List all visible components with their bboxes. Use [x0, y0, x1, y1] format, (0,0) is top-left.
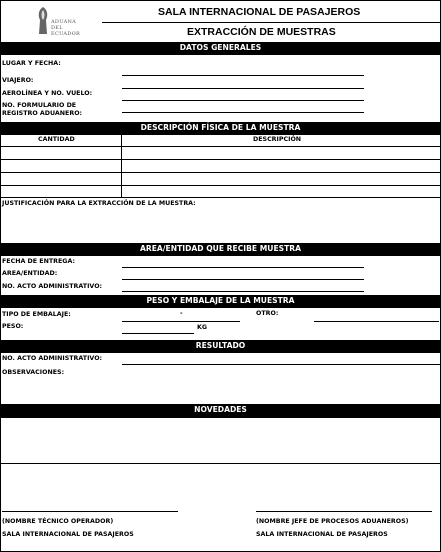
peso-field[interactable] — [122, 333, 194, 334]
signature-line-left[interactable] — [2, 511, 178, 512]
table-rule — [0, 159, 440, 160]
page-title: SALA INTERNACIONAL DE PASAJEROS — [158, 6, 361, 18]
tipo-embalaje-dash: - — [180, 310, 183, 317]
firma-jefe-name: (NOMBRE JEFE DE PROCESOS ADUANEROS) — [256, 518, 409, 525]
formulario-label-line1: NO. FORMULARIO DE — [2, 102, 77, 109]
tipo-embalaje-label: TIPO DE EMBALAJE: — [2, 311, 71, 318]
firma-operador-org: SALA INTERNACIONAL DE PASAJEROS — [2, 531, 134, 538]
otro-field[interactable] — [314, 321, 439, 322]
section-header-novedades: NOVEDADES — [1, 404, 440, 418]
table-rule — [0, 185, 440, 186]
logo-text: ADUANA DEL ECUADOR — [51, 19, 81, 37]
table-rule — [0, 197, 440, 198]
section-header-resultado: RESULTADO — [1, 340, 440, 353]
col-cantidad: CANTIDAD — [38, 136, 75, 143]
viajero-field[interactable] — [122, 88, 364, 89]
justificacion-label: JUSTIFICACIÓN PARA LA EXTRACCIÓN DE LA MUESTRA: — [2, 200, 196, 207]
acto-administrativo-label: NO. ACTO ADMINISTRATIVO: — [2, 283, 103, 290]
acto-administrativo-field[interactable] — [122, 291, 364, 292]
fecha-entrega-field[interactable] — [122, 267, 364, 268]
aerolinea-field[interactable] — [122, 100, 364, 101]
area-entidad-label: AREA/ENTIDAD: — [2, 270, 58, 277]
formulario-label-line2: REGISTRO ADUANERO: — [2, 110, 83, 117]
signature-line-right[interactable] — [256, 511, 432, 512]
table-column-divider — [121, 135, 122, 197]
fecha-entrega-label: FECHA DE ENTREGA: — [2, 258, 75, 265]
area-entidad-field[interactable] — [122, 279, 364, 280]
divider — [102, 22, 440, 23]
section-header-datos-generales: DATOS GENERALES — [1, 42, 440, 55]
peso-label: PESO: — [2, 323, 24, 330]
tipo-embalaje-field[interactable] — [122, 321, 240, 322]
viajero-label: VIAJERO: — [2, 77, 34, 84]
page-subtitle: EXTRACCIÓN DE MUESTRAS — [187, 26, 336, 38]
observaciones-label: OBSERVACIONES: — [2, 369, 65, 376]
firma-jefe-org: SALA INTERNACIONAL DE PASAJEROS — [256, 531, 388, 538]
logo — [36, 6, 92, 38]
novedades-rule — [0, 463, 440, 464]
aerolinea-label: AEROLÍNEA Y NO. VUELO: — [2, 90, 93, 97]
lugar-fecha-label: LUGAR Y FECHA: — [2, 60, 61, 67]
section-header-descripcion: DESCRIPCIÓN FÍSICA DE LA MUESTRA — [1, 122, 440, 135]
table-rule — [0, 172, 440, 173]
resultado-acto-field[interactable] — [122, 364, 440, 365]
col-descripcion: DESCRIPCIÓN — [253, 136, 302, 143]
condor-emblem-icon — [36, 6, 50, 36]
firma-operador-name: (NOMBRE TÉCNICO OPERADOR) — [2, 518, 114, 525]
peso-unit: KG — [197, 324, 208, 331]
table-rule — [0, 146, 440, 147]
lugar-fecha-field[interactable] — [122, 75, 364, 76]
section-header-peso: PESO Y EMBALAJE DE LA MUESTRA — [1, 295, 440, 308]
otro-label: OTRO: — [256, 310, 279, 317]
section-header-area: AREA/ENTIDAD QUE RECIBE MUESTRA — [1, 243, 440, 256]
formulario-field[interactable] — [122, 112, 364, 113]
resultado-acto-label: NO. ACTO ADMINISTRATIVO: — [2, 355, 103, 362]
